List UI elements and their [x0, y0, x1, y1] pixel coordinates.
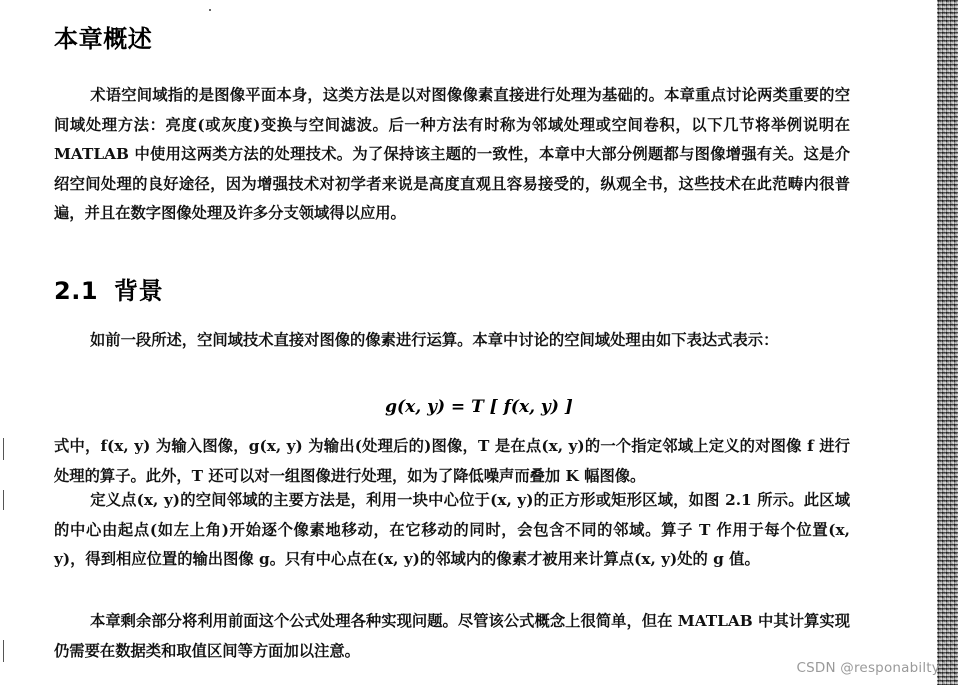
margin-mark	[3, 490, 4, 510]
formula-explanation-paragraph	[54, 432, 850, 491]
scan-speck	[209, 9, 211, 11]
neighborhood-paragraph-text: 定义点(x, y)的空间邻域的主要方法是，利用一块中心位于(x, y)的正方形或矩形区域，如图 2.1 所示。此区域的中心由起点(如左上角)开始逐个像素地移动，在它移动的同时，会包含不同的邻域。算子 T 作用于每个位置(x, y)，得到相应位置的输出图像 g。只有中心点在(x, y)的邻域内的像素才被用来计算点(x, y)处的 g 值。	[54, 491, 850, 569]
formula-explanation-text: 式中，f(x, y) 为输入图像，g(x, y) 为输出(处理后的)图像，T 是在点(x, y)的一个指定邻域上定义的对图像 f 进行处理的算子。此外，T 还可以对一组图像进行处理，如为了降低噪声而叠加 K 幅图像。	[54, 437, 850, 485]
section-number: 2.1	[54, 277, 99, 305]
csdn-watermark: CSDN @responabilty	[796, 660, 940, 676]
intro-paragraph-text: 术语空间域指的是图像平面本身，这类方法是以对图像像素直接进行处理为基础的。本章重点讨论两类重要的空间域处理方法：亮度(或灰度)变换与空间滤波。后一种方法有时称为邻域处理或空间卷积，以下几节将举例说明在 MATLAB 中使用这两类方法的处理技术。为了保持该主题的一致性，本章中大部分例题都与图像增强有关。这是介绍空间处理的良好途径，因为增强技术对初学者来说是高度直观且容易接受的，纵观全书，这些技术在此范畴内很普遍，并且在数字图像处理及许多分支领域得以应用。	[54, 86, 850, 223]
background-paragraph-text: 如前一段所述，空间域技术直接对图像的像素进行运算。本章中讨论的空间域处理由如下表达式表示：	[90, 331, 779, 349]
spatial-domain-formula: g(x, y) = T [ f(x, y) ]	[385, 397, 573, 417]
remaining-chapter-paragraph	[54, 607, 850, 666]
scan-noise-edge	[937, 0, 958, 685]
chapter-overview-heading: 本章概述	[54, 25, 153, 53]
neighborhood-paragraph	[54, 486, 850, 575]
margin-mark	[3, 438, 4, 460]
remaining-chapter-paragraph-text: 本章剩余部分将利用前面这个公式处理各种实现问题。尽管该公式概念上很简单，但在 MATLAB 中其计算实现仍需要在数据类和取值区间等方面加以注意。	[54, 612, 850, 660]
intro-paragraph	[54, 81, 850, 229]
section-title: 背景	[114, 277, 164, 305]
section-heading	[54, 276, 163, 306]
margin-mark	[3, 640, 4, 662]
background-paragraph	[54, 326, 850, 356]
